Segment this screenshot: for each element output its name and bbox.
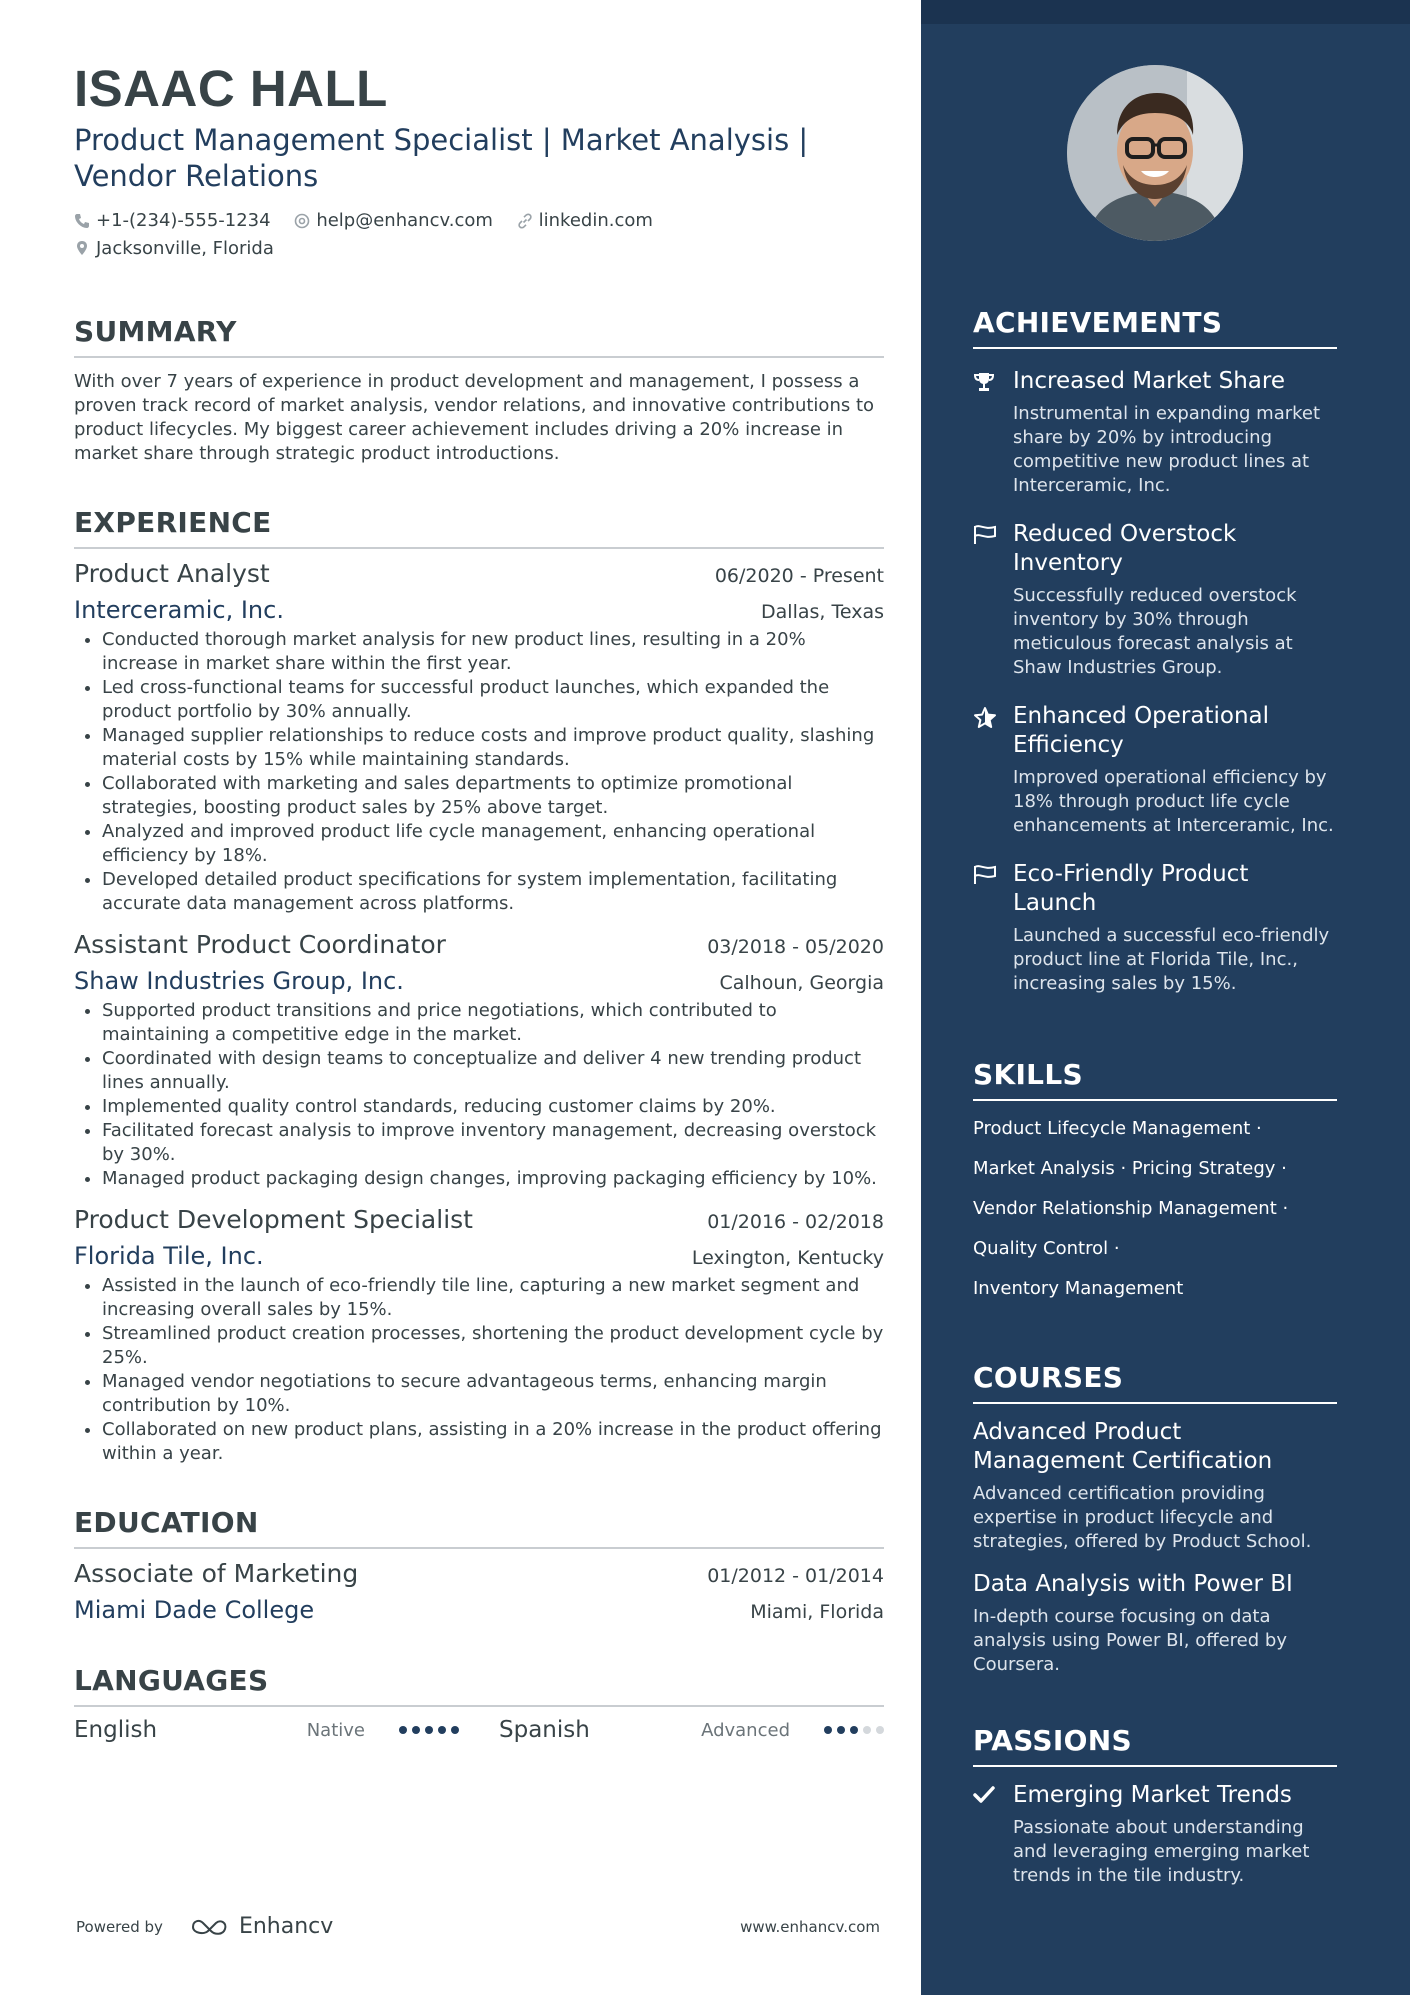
achievement-title: Increased Market Share [1013,368,1285,394]
skill-line: Market Analysis · Pricing Strategy · [973,1158,1287,1179]
achievement-item [973,702,1337,838]
achievement-desc: Instrumental in expanding market share by 20% by introducing competitive new product lines at Interceramic, Inc. [1013,403,1321,496]
skills-list [973,1117,1337,1301]
rating-dot-empty [876,1726,884,1734]
achievement-desc: Successfully reduced overstock inventory by 30% through meticulous forecast analysis at Shaw Industries Group. [1013,585,1297,678]
language-item [499,1717,884,1743]
headline [74,122,884,194]
summary-text: With over 7 years of experience in product development and management, I possess a proven track record of market analysis, vendor relations, and innovative contributions to product lifecycles. My biggest career achievement includes driving a 20% increase in market share through strategic product introductions. [74,371,875,464]
enhancv-brand: Enhancv [238,1914,334,1939]
checkmark-icon [973,1785,995,1805]
job-role: Product Analyst [74,559,270,588]
phone-icon [74,213,90,229]
sidebar-top-band [921,0,1410,24]
email-text: help@enhancv.com [316,210,493,231]
achievement-desc: Improved operational efficiency by 18% through product life cycle enhancements at Interceramic, Inc. [1013,767,1334,836]
course-title: Advanced Product Management Certification [973,1419,1273,1474]
passion-desc: Passionate about understanding and leveraging emerging market trends in the tile industry. [1013,1817,1310,1886]
job-bullet: • Led cross-functional teams for successful product launches, which expanded the product portfolio by 30% annually. [102,676,884,724]
education-degree: Associate of Marketing [74,1559,359,1588]
job-location: Lexington, Kentucky [691,1247,884,1269]
summary-section [74,315,884,466]
job-bullet: • Assisted in the launch of eco-friendly tile line, capturing a new market segment and increasing overall sales by 15%. [102,1274,884,1322]
rating-dot-filled [837,1726,845,1734]
passions-title: PASSIONS [973,1724,1337,1767]
skill-line: Inventory Management [973,1278,1184,1299]
achievement-item [973,860,1337,996]
education-school: Miami Dade College [74,1596,315,1624]
avatar-portrait [1067,65,1243,241]
job-bullet: • Managed product packaging design changes, improving packaging efficiency by 10%. [102,1167,884,1191]
achievements-title: ACHIEVEMENTS [973,306,1337,349]
education-location: Miami, Florida [750,1601,884,1623]
job-location: Dallas, Texas [761,601,884,623]
at-icon [294,213,310,229]
footer-url[interactable]: www.enhancv.com [740,1917,880,1936]
contact-info [74,208,884,263]
summary-title: SUMMARY [74,315,884,358]
experience-section [74,506,884,1466]
languages-section [74,1664,884,1743]
rating-dot-filled [438,1726,446,1734]
job-role: Product Development Specialist [74,1205,473,1234]
job-bullet: • Developed detailed product specifications for system implementation, facilitating accurate data management across platforms. [102,868,884,916]
education-title: EDUCATION [74,1506,884,1549]
job-bullets [74,1274,884,1466]
job-entry [74,1205,884,1466]
job-bullet: • Collaborated with marketing and sales departments to optimize promotional strategies, boosting product sales by 25% above target. [102,772,884,820]
skill-line: Quality Control · [973,1238,1120,1259]
course-item [973,1418,1337,1554]
rating-dot-filled [399,1726,407,1734]
rating-dot-filled [412,1726,420,1734]
enhancv-logo-icon [189,1915,235,1939]
courses-title: COURSES [973,1361,1337,1404]
trophy-icon [973,371,995,393]
job-bullet: • Managed vendor negotiations to secure advantageous terms, enhancing margin contribution by 10%. [102,1370,884,1418]
language-level: Advanced [701,1719,790,1741]
location-contact [74,236,274,261]
rating-dot-filled [850,1726,858,1734]
passion-item [973,1781,1337,1888]
job-dates: 03/2018 - 05/2020 [707,936,884,958]
powered-by[interactable] [76,1914,333,1939]
email-contact[interactable] [294,208,493,233]
course-desc: In-depth course focusing on data analysis using Power BI, offered by Coursera. [973,1606,1287,1675]
headline-line-2: Vendor Relations [74,159,319,193]
job-bullet: • Supported product transitions and price negotiations, which contributed to maintaining a competitive edge in the market. [102,999,884,1047]
powered-by-label: Powered by [76,1917,163,1936]
language-rating [399,1726,459,1734]
languages-title: LANGUAGES [74,1664,884,1707]
location-pin-icon [74,240,90,256]
education-dates: 01/2012 - 01/2014 [707,1565,884,1587]
course-desc: Advanced certification providing expertise in product lifecycle and strategies, offered by Product School. [973,1483,1312,1552]
achievement-item [973,367,1337,498]
skill-line: Product Lifecycle Management · [973,1118,1262,1139]
job-dates: 06/2020 - Present [714,565,884,587]
flag-icon [973,524,997,546]
job-bullet: • Coordinated with design teams to conceptualize and deliver 4 new trending product lines annually. [102,1047,884,1095]
job-bullet: • Implemented quality control standards, reducing customer claims by 20%. [102,1095,884,1119]
education-section [74,1506,884,1624]
sidebar [921,0,1410,1995]
skills-section [973,1058,1337,1301]
courses-section [973,1361,1337,1677]
course-item [973,1570,1337,1677]
job-role: Assistant Product Coordinator [74,930,446,959]
passion-title: Emerging Market Trends [1013,1782,1292,1808]
main-column [74,58,884,1743]
job-company: Shaw Industries Group, Inc. [74,967,404,995]
passions-section [973,1724,1337,1888]
experience-title: EXPERIENCE [74,506,884,549]
candidate-name: ISAAC HALL [74,60,388,117]
language-level: Native [306,1719,365,1741]
job-dates: 01/2016 - 02/2018 [707,1211,884,1233]
achievement-title: Eco-Friendly Product Launch [1013,861,1249,916]
phone-text: +1-(234)-555-1234 [96,210,271,231]
achievements-section [973,306,1337,996]
course-title: Data Analysis with Power BI [973,1571,1293,1597]
job-location: Calhoun, Georgia [719,972,884,994]
linkedin-text: linkedin.com [538,210,653,231]
job-bullet: • Streamlined product creation processes, shortening the product development cycle by 25%. [102,1322,884,1370]
footer [76,1914,880,1939]
rating-dot-filled [425,1726,433,1734]
job-bullet: • Facilitated forecast analysis to improve inventory management, decreasing overstock by 30%. [102,1119,884,1167]
linkedin-contact[interactable] [517,208,653,233]
rating-dot-filled [451,1726,459,1734]
job-company: Florida Tile, Inc. [74,1242,264,1270]
link-icon [517,213,533,229]
job-company: Interceramic, Inc. [74,596,284,624]
phone-contact[interactable] [74,208,271,233]
language-name: English [74,1717,158,1743]
job-bullets [74,628,884,916]
flag-icon [973,864,997,886]
avatar [1067,65,1243,241]
job-bullet: • Analyzed and improved product life cycle management, enhancing operational efficiency by 18%. [102,820,884,868]
language-rating [824,1726,884,1734]
language-name: Spanish [499,1717,590,1743]
achievement-desc: Launched a successful eco-friendly product line at Florida Tile, Inc., increasing sales by 15%. [1013,925,1330,994]
job-bullet: • Conducted thorough market analysis for new product lines, resulting in a 20% increase in market share within the first year. [102,628,884,676]
job-entry [74,559,884,916]
languages-row [74,1717,884,1743]
location-text: Jacksonville, Florida [96,237,274,259]
star-icon [973,706,997,730]
headline-line-1: Product Management Specialist | Market Analysis | [74,123,809,157]
achievement-title: Reduced Overstock Inventory [1013,521,1237,576]
achievement-item [973,520,1337,680]
skills-title: SKILLS [973,1058,1337,1101]
skill-line: Vendor Relationship Management · [973,1198,1289,1219]
job-bullets [74,999,884,1191]
rating-dot-filled [824,1726,832,1734]
rating-dot-empty [863,1726,871,1734]
job-entry [74,930,884,1191]
achievement-title: Enhanced Operational Efficiency [1013,703,1270,758]
language-item [74,1717,459,1743]
job-bullet: • Managed supplier relationships to reduce costs and improve product quality, slashing material costs by 15% while maintaining standards. [102,724,884,772]
job-bullet: • Collaborated on new product plans, assisting in a 20% increase in the product offering within a year. [102,1418,884,1466]
